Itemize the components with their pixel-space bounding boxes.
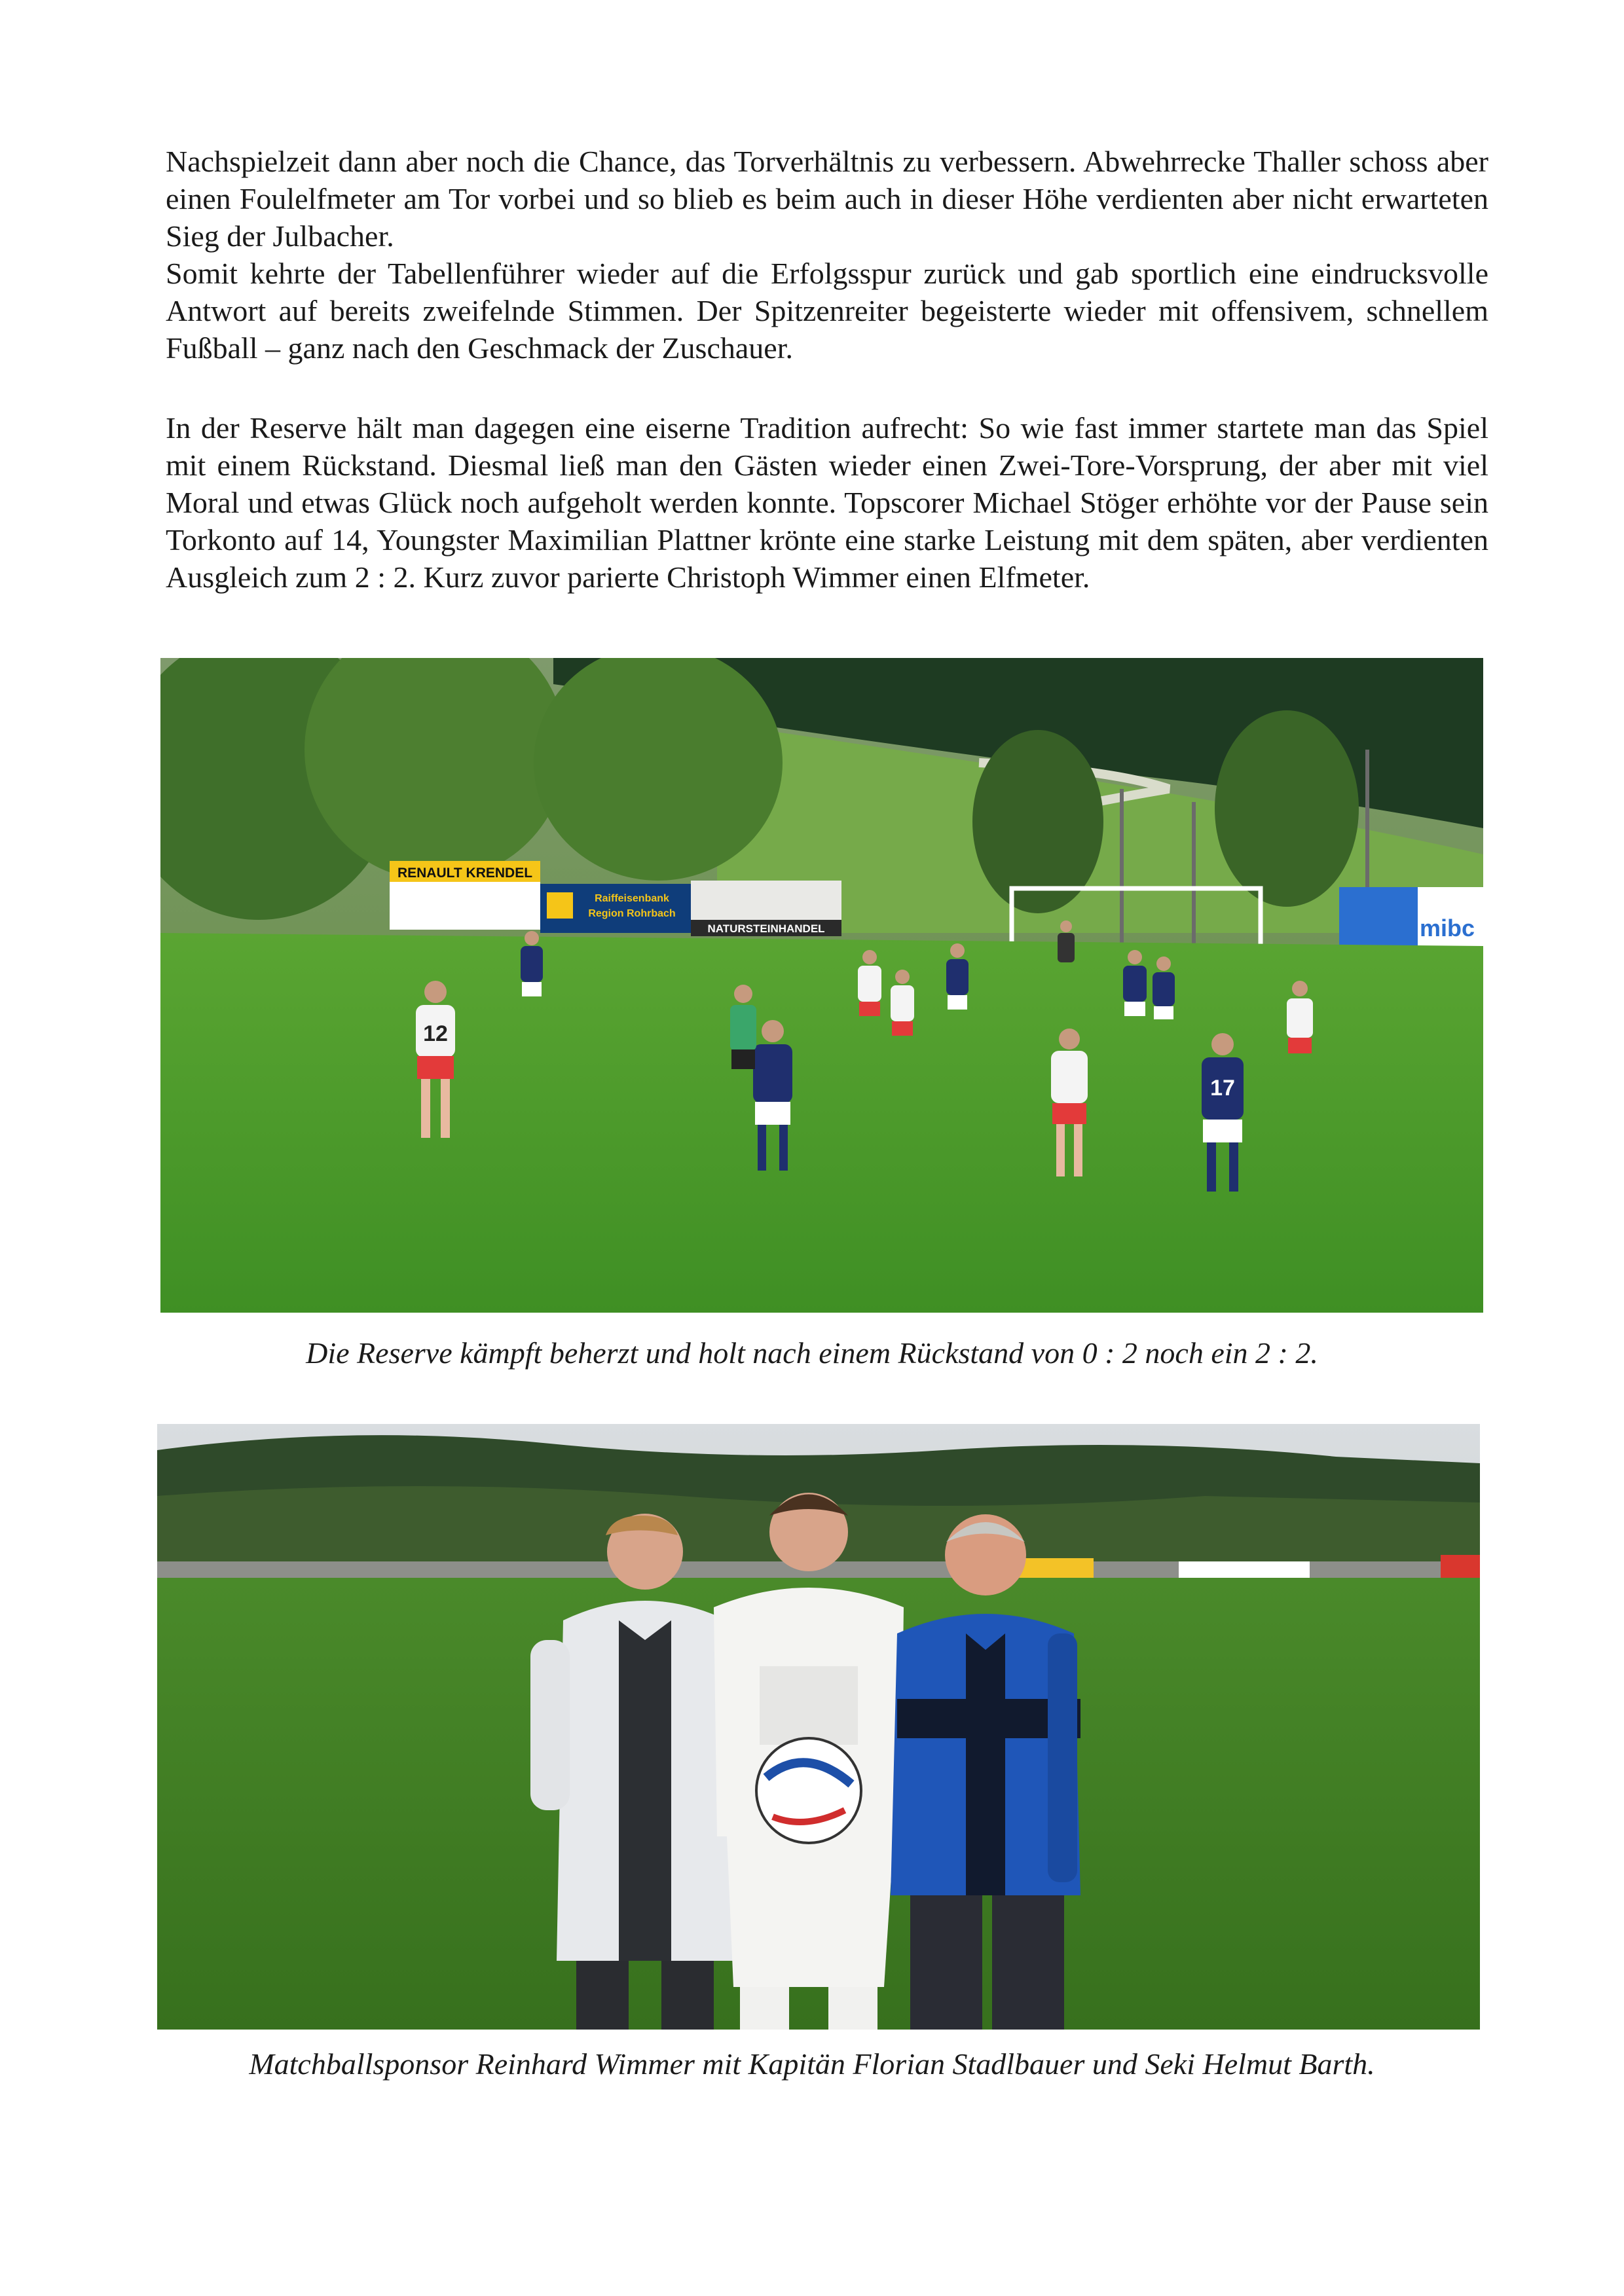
paragraph-2-text: In der Reserve hält man dagegen eine eiserne Tradition aufrecht: So wie fast immer startete man das Spiel mit einem Rückstand. Diesmal ließ man den Gästen wieder einen Zwei-Tore-Vorsprung, der aber mit viel Moral und etwas Glück noch aufgeholt werden konnte. Topscorer Michael Stöger erhöhte vor der Pause sein Torkonto auf 14, Youngster Maximilian Plattner krönte eine starke Leistung mit dem späten, aber verdienten Ausgleich zum 2 : 2. Kurz zuvor parierte Christoph Wimmer einen Elfmeter.: [166, 411, 1488, 594]
photo-2-caption: Matchballsponsor Reinhard Wimmer mit Kapitän Florian Stadlbauer und Seki Helmut Barth.: [249, 2047, 1375, 2081]
jersey-number-17: 17: [1210, 1076, 1235, 1101]
ad-board-raiffeisen-line1: Raiffeisenbank: [595, 893, 669, 904]
photo-reserve-match: [160, 658, 1483, 1313]
ad-board-naturstein: NATURSTEINHANDEL: [707, 922, 825, 935]
photo-matchball-sponsor: [157, 1424, 1480, 2030]
photo-reserve-match-image: [160, 658, 1483, 1313]
ad-board-raiffeisen-line2: Region Rohrbach: [588, 908, 676, 919]
paragraph-1-part-2: Somit kehrte der Tabellenführer wieder auf die Erfolgsspur zurück und gab sportlich eine eindrucksvolle Antwort auf bereits zweifelnde Stimmen. Der Spitzenreiter begeisterte wieder mit offensivem, schnellem Fußball – ganz nach den Geschmack der Zuschauer.: [166, 257, 1488, 365]
ad-board-renault: RENAULT KRENDEL: [397, 866, 533, 881]
ad-board-mibc: mibc: [1419, 915, 1475, 941]
jersey-number-12: 12: [423, 1021, 448, 1046]
photo-1-caption: Die Reserve kämpft beherzt und holt nach einem Rückstand von 0 : 2 noch ein 2 : 2.: [306, 1336, 1318, 1370]
article-paragraph-1: [166, 143, 1488, 367]
paragraph-1-part-1: Nachspielzeit dann aber noch die Chance, das Torverhältnis zu verbessern. Abwehrrecke Thaller schoss aber einen Foulelfmeter am Tor vorbei und so blieb es beim auch in dieser Höhe verdienten aber nicht erwarteten Sieg der Julbacher.: [166, 145, 1488, 253]
article-paragraph-2: [166, 409, 1488, 596]
photo-matchball-sponsor-image: [157, 1424, 1480, 2030]
